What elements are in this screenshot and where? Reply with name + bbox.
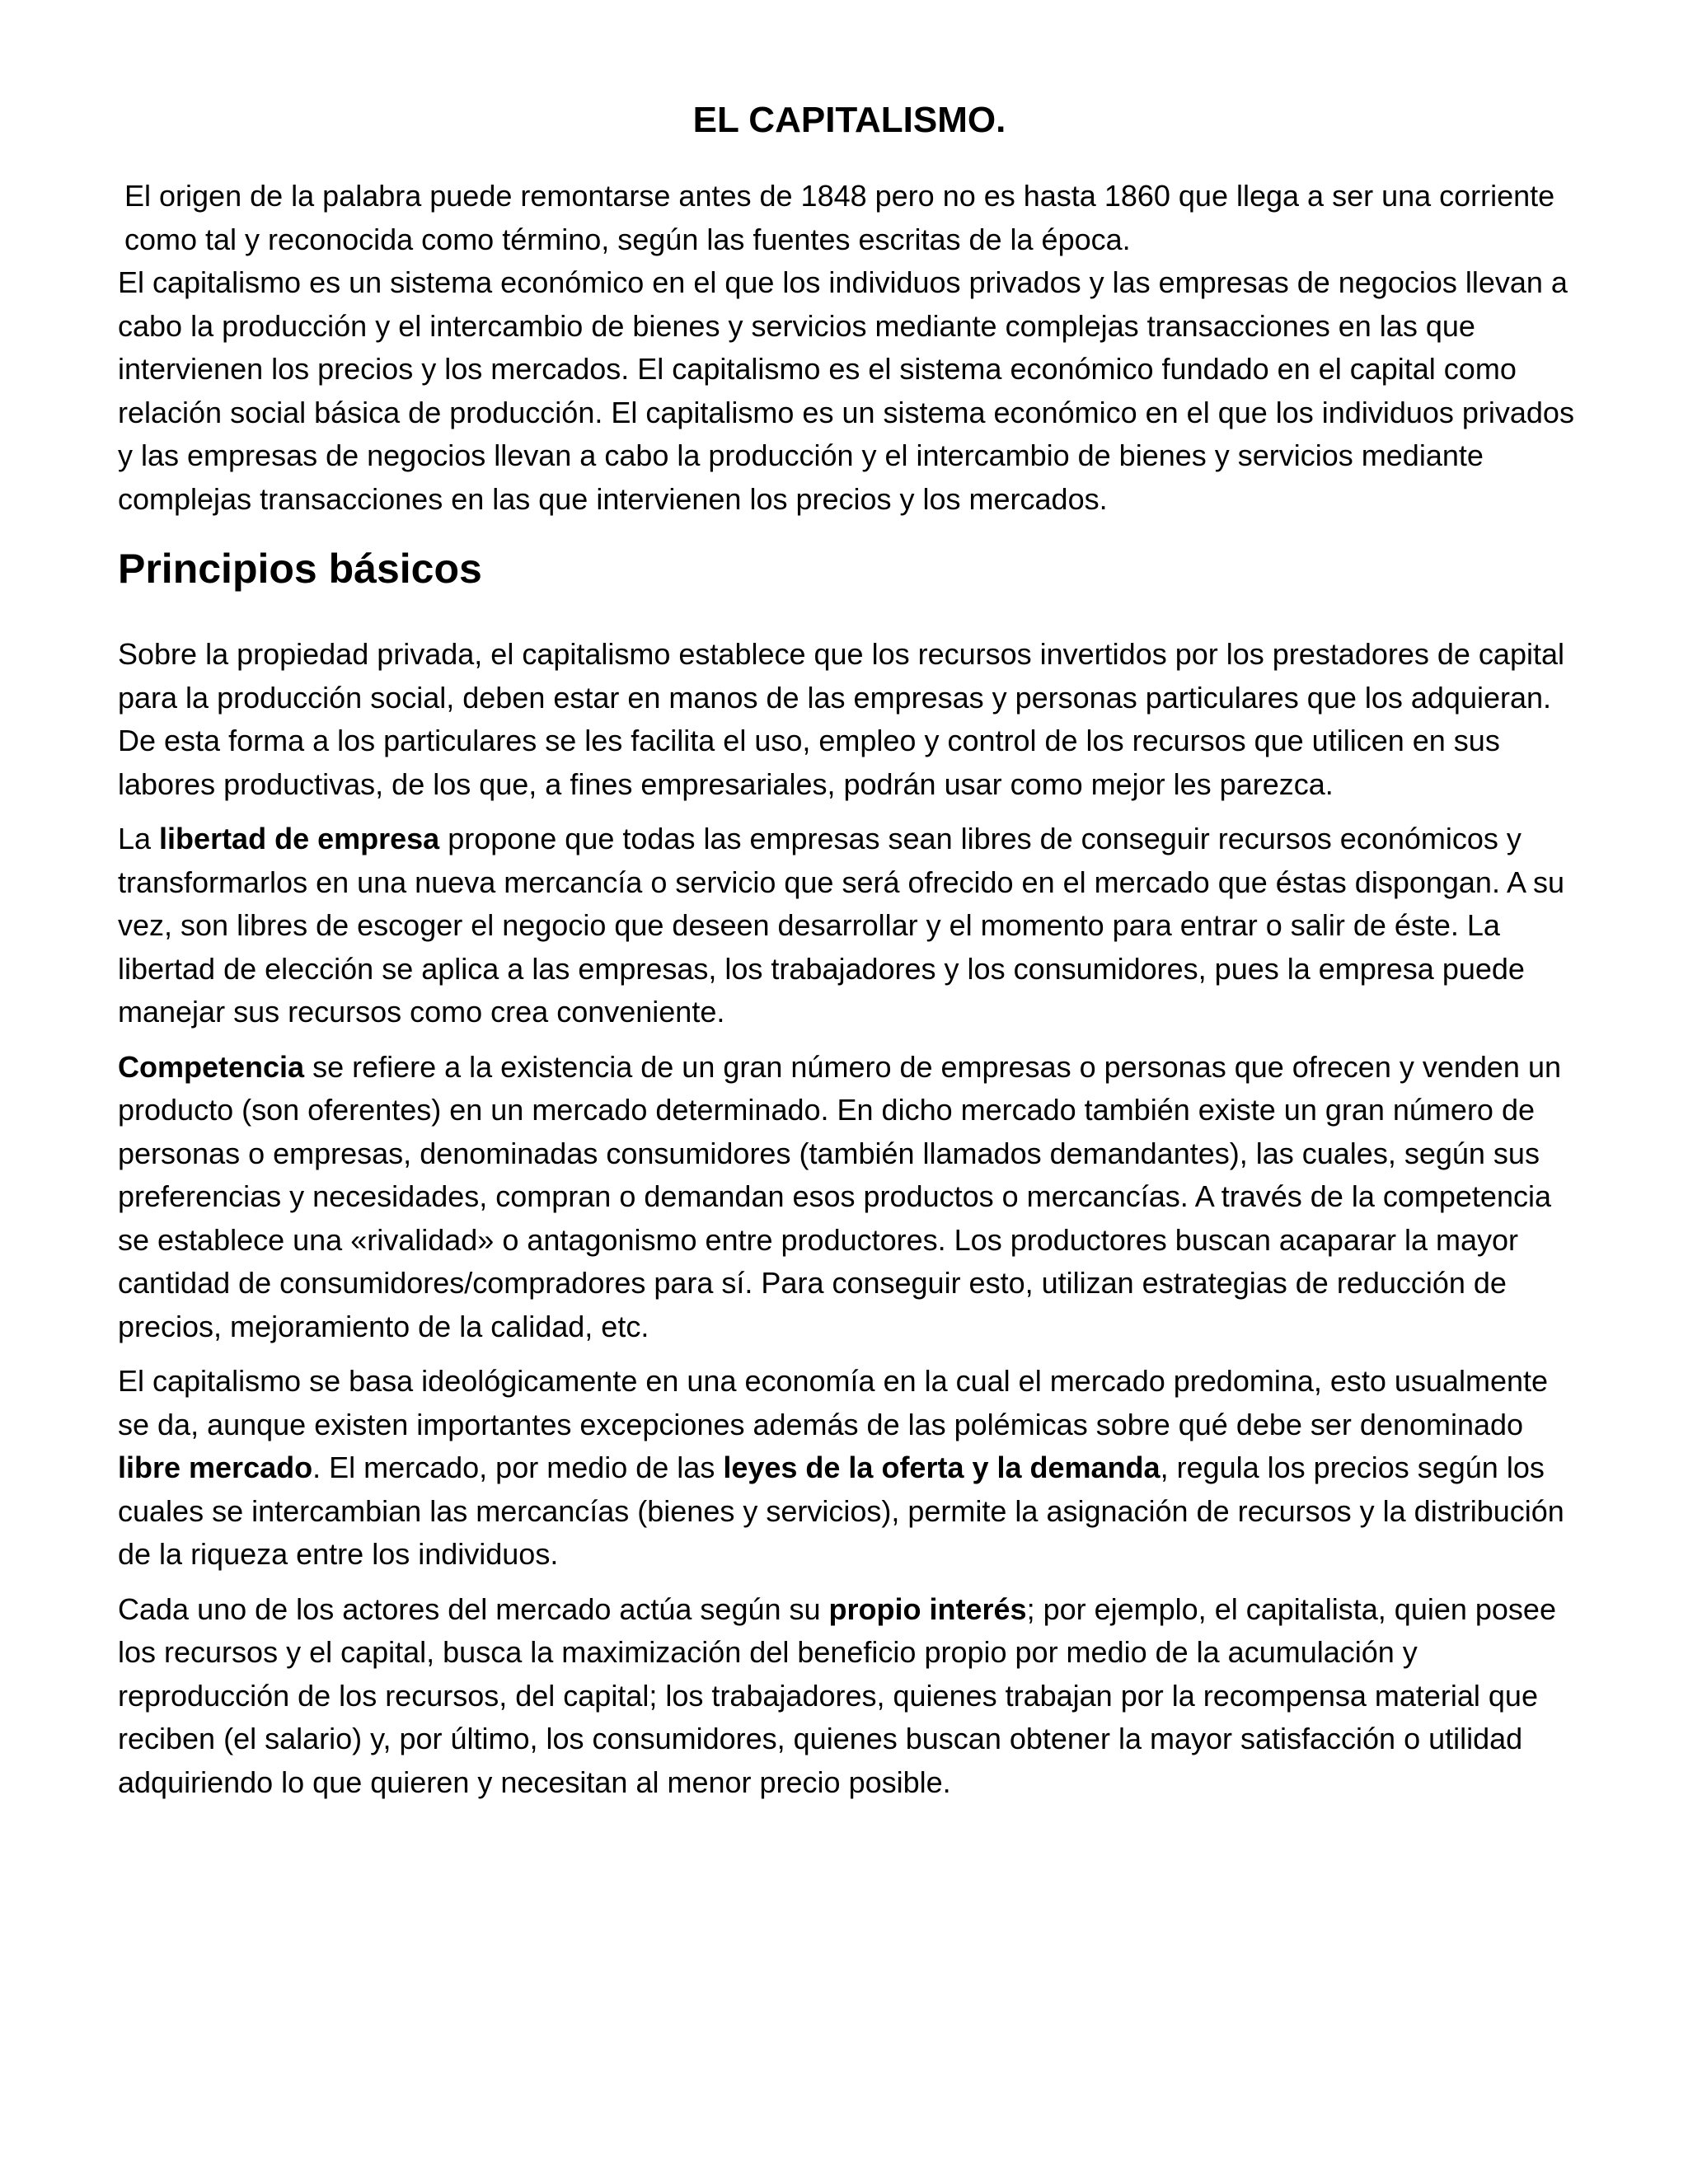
paragraph-libertad-empresa bbox=[118, 818, 1581, 1034]
paragraph-mercado bbox=[118, 1360, 1581, 1577]
intro-paragraph-definition: El capitalismo es un sistema económico en el que los individuos privados y las empresas de negocios llevan a cabo la producción y el intercambio de bienes y servicios mediante complejas transacciones en las que intervienen los precios y los mercados. El capitalismo es el sistema económico fundado en el capital como relación social básica de producción. El capitalismo es un sistema económico en el que los individuos privados y las empresas de negocios llevan a cabo la producción y el intercambio de bienes y servicios mediante complejas transacciones en las que intervienen los precios y los mercados. bbox=[118, 265, 1574, 516]
intro-paragraph-origin: El origen de la palabra puede remontarse antes de 1848 pero no es hasta 1860 que llega a ser una corriente como tal y reconocida como término, según las fuentes escritas de la época. bbox=[124, 179, 1555, 256]
libertad-post: propone que todas las empresas sean libres de conseguir recursos económicos y transformarlos en una nueva mercancía o servicio que será ofrecido en el mercado que éstas dispongan. A su vez, son libres de escoger el negocio que deseen desarrollar y el momento para entrar o salir de éste. La libertad de elección se aplica a las empresas, los trabajadores y los consumidores, pues la empresa puede manejar sus recursos como crea conveniente. bbox=[118, 822, 1565, 1029]
document-title: EL CAPITALISMO. bbox=[692, 100, 1006, 140]
mercado-mid: . El mercado, por medio de las bbox=[312, 1451, 724, 1484]
mercado-post: , regula los precios según los cuales se intercambian las mercancías (bienes y servicios), permite la asignación de recursos y la distribución de la riqueza entre los individuos. bbox=[118, 1451, 1564, 1571]
libertad-bold-term: libertad de empresa bbox=[159, 822, 440, 855]
propiedad-text: Sobre la propiedad privada, el capitalismo establece que los recursos invertidos por los prestadores de capital para la producción social, deben estar en manos de las empresas y personas particulares que los adquieran. De esta forma a los particulares se les facilita el uso, empleo y control de los recursos que utilicen en sus labores productivas, de los que, a fines empresariales, podrán usar como mejor les parezca. bbox=[118, 637, 1564, 801]
section-heading-principios: Principios básicos bbox=[118, 546, 482, 592]
interes-pre: Cada uno de los actores del mercado actúa según su bbox=[118, 1591, 829, 1626]
interes-post: ; por ejemplo, el capitalista, quien posee los recursos y el capital, busca la maximización del beneficio propio por medio de la acumulación y reproducción de los recursos, del capital; los trabajadores, quienes trabajan por la recompensa material que reciben (el salario) y, por último, los consumidores, quienes buscan obtener la mayor satisfacción o utilidad adquiriendo lo que quieren y necesitan al menor precio posible. bbox=[118, 1591, 1556, 1799]
competencia-post: se refiere a la existencia de un gran número de empresas o personas que ofrecen y venden un producto (son oferentes) en un mercado determinado. En dicho mercado también existe un gran número de personas o empresas, denominadas consumidores (también llamados demandantes), las cuales, según sus preferencias y necesidades, compran o demandan esos productos o mercancías. A través de la competencia se establece una «rivalidad» o antagonismo entre productores. Los productores buscan acaparar la mayor cantidad de consumidores/compradores para sí. Para conseguir esto, utilizan estrategias de reducción de precios, mejoramiento de la calidad, etc. bbox=[118, 1049, 1561, 1343]
intro-section bbox=[118, 175, 1581, 521]
mercado-pre: El capitalismo se basa ideológicamente en una economía en la cual el mercado predomina, esto usualmente se da, aunque existen importantes excepciones además de las polémicas sobre qué debe ser denominado bbox=[118, 1364, 1549, 1441]
paragraph-propiedad-privada bbox=[118, 633, 1581, 806]
paragraph-competencia bbox=[118, 1046, 1581, 1349]
mercado-bold-libre-mercado: libre mercado bbox=[118, 1451, 313, 1484]
mercado-bold-leyes: leyes de la oferta y la demanda bbox=[723, 1451, 1160, 1484]
competencia-bold-term: Competencia bbox=[118, 1049, 305, 1084]
libertad-pre: La bbox=[118, 822, 160, 855]
paragraph-propio-interes bbox=[118, 1588, 1581, 1805]
interes-bold-term: propio interés bbox=[828, 1591, 1027, 1626]
document-page bbox=[118, 97, 1581, 1804]
